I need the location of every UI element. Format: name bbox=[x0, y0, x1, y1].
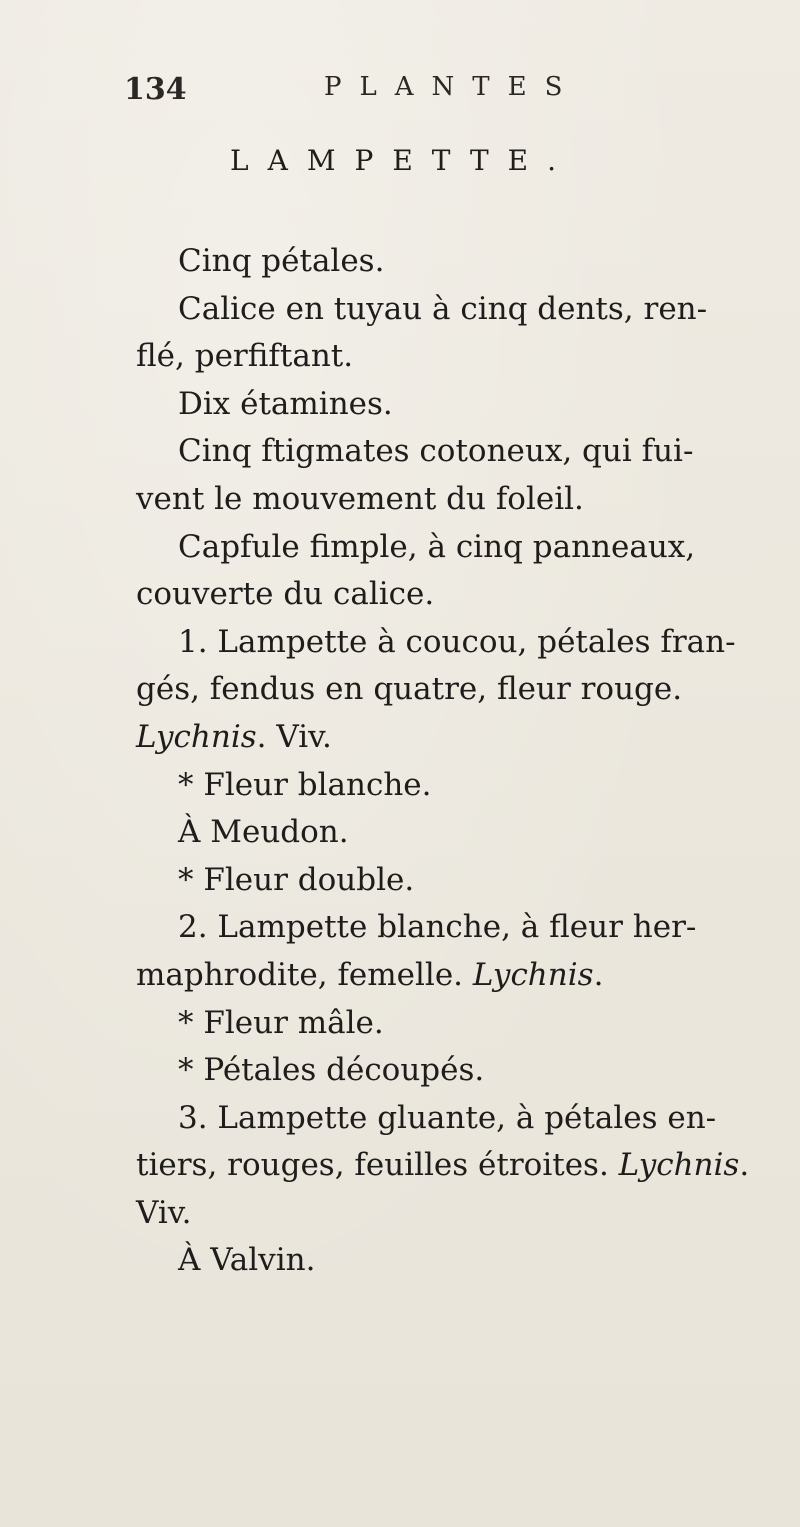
body-text bbox=[136, 238, 750, 1285]
text-line: * Pétales découpés. bbox=[178, 1052, 485, 1089]
text-line: * Fleur blanche. bbox=[178, 766, 432, 803]
section-title: LAMPETTE. bbox=[230, 144, 575, 177]
text-line: Capfule fimple, à cinq panneaux, bbox=[178, 528, 696, 565]
text-line: Viv. bbox=[136, 1194, 192, 1231]
text-line: tiers, rouges, feuilles étroites. Lychnis. bbox=[136, 1147, 750, 1184]
text-line: À Valvin. bbox=[178, 1242, 316, 1279]
text-line: couverte du calice. bbox=[136, 576, 435, 613]
text-line: flé, perfiftant. bbox=[136, 338, 354, 375]
text-line: vent le mouvement du foleil. bbox=[136, 480, 584, 517]
genus-name: Lychnis bbox=[618, 1147, 740, 1184]
text-line: À Meudon. bbox=[178, 814, 349, 851]
text-line: Cinq pétales. bbox=[178, 243, 385, 279]
text-line: Calice en tuyau à cinq dents, ren- bbox=[178, 290, 708, 327]
text-line: * Fleur mâle. bbox=[178, 1004, 384, 1041]
genus-name: Lychnis bbox=[136, 718, 257, 755]
running-title: PLANTES bbox=[324, 72, 581, 102]
text-line: Cinq ftigmates cotoneux, qui fui- bbox=[178, 433, 694, 470]
text-line: maphrodite, femelle. Lychnis. bbox=[136, 956, 604, 993]
text-line: Dix étamines. bbox=[178, 385, 393, 422]
running-head bbox=[0, 66, 800, 106]
text-line: 3. Lampette gluante, à pétales en- bbox=[178, 1099, 717, 1136]
text-line: 1. Lampette à coucou, pétales fran- bbox=[178, 623, 736, 660]
page-number: 134 bbox=[124, 72, 187, 107]
text-line: Lychnis. Viv. bbox=[136, 718, 332, 755]
genus-name: Lychnis bbox=[472, 956, 594, 993]
text-line: 2. Lampette blanche, à fleur her- bbox=[178, 909, 697, 946]
text-line: * Fleur double. bbox=[178, 861, 415, 898]
text-line: gés, fendus en quatre, fleur rouge. bbox=[136, 671, 683, 708]
